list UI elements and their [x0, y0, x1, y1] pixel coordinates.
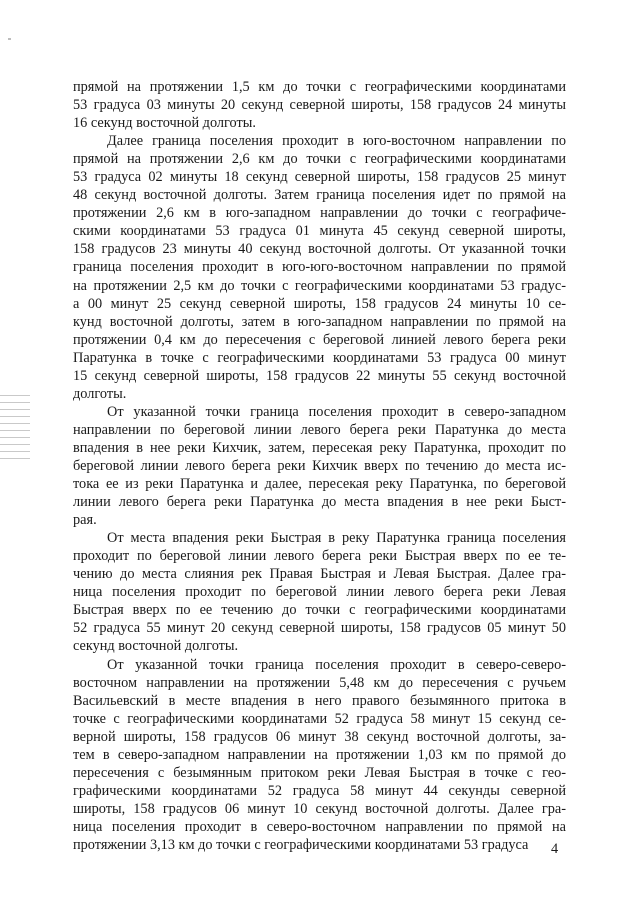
text-line: ница поселения проходит в северо-восточном направлении по прямой на [73, 818, 566, 835]
text-line: секунд восточной долготы. [73, 638, 239, 655]
text-line: на протяжении 2,5 км до точки с географическими координатами 53 градус- [73, 277, 566, 294]
paragraph [73, 656, 566, 855]
text-line: восточном направлении на протяжении 5,48 км до пересечения с ручьем [73, 674, 566, 691]
text-line: От указанной точки граница поселения проходит в северо-северо- [107, 656, 566, 673]
text-line: пересечения с безымянным притоком реки Левая Быстрая в точке с гео- [73, 764, 566, 781]
text-line: протяжении 0,4 км до пересечения с береговой линией левого берега реки [73, 331, 566, 348]
paragraph [73, 529, 566, 655]
text-line: графическими координатами 52 градуса 58 минут 44 секунды северной [73, 782, 566, 799]
text-line: Паратунка в точке с географическими координатами 53 градуса 00 минут [73, 349, 566, 366]
text-line: 16 секунд восточной долготы. [73, 115, 256, 132]
text-line: граница поселения проходит в юго-юго-восточном направлении по прямой [73, 259, 566, 276]
text-line: 158 градусов 23 минуты 40 секунд восточной долготы. От указанной точки [73, 241, 566, 258]
text-line: рая. [73, 512, 97, 529]
text-line: кунд восточной долготы, затем в юго-западном направлении по прямой на [73, 313, 566, 330]
paragraph [73, 403, 566, 529]
text-line: точке с географическими координатами 52 градуса 58 минут 15 секунд се- [73, 710, 566, 727]
text-line: береговой линии левого берега реки Кихчик вверх по течению до места ис- [73, 457, 566, 474]
text-line: протяжении 3,13 км до точки с географическими координатами 53 градуса [73, 836, 529, 853]
text-line: 15 секунд северной широты, 158 градусов 22 минуты 55 секунд восточной [73, 367, 566, 384]
text-line: 53 градуса 03 минуты 20 секунд северной широты, 158 градусов 24 минуты [73, 97, 566, 114]
text-line: долготы. [73, 385, 127, 402]
text-line: проходит по береговой линии левого берега реки Быстрая вверх по ее те- [73, 548, 566, 565]
text-line: прямой на протяжении 1,5 км до точки с географическими координатами [73, 79, 566, 95]
text-line: верной широты, 158 градусов 06 минут 38 секунд восточной долготы, за- [73, 728, 566, 745]
text-line: ница поселения проходит по береговой линии левого берега реки Левая [73, 584, 566, 601]
text-line: тока ее из реки Паратунка и далее, пересекая реку Паратунка, по береговой [73, 476, 566, 493]
text-line: прямой на протяжении 2,6 км до точки с географическими координатами [73, 151, 566, 168]
text-line: чению до места слияния рек Правая Быстрая и Левая Быстрая. Далее гра- [73, 566, 566, 583]
text-line: От указанной точки граница поселения проходит в северо-западном [107, 403, 566, 420]
scan-artifact-dot [8, 38, 11, 40]
scan-artifact-left-margin [0, 395, 30, 500]
text-line: Быстрая вверх по ее течению до точки с географическими координатами [73, 602, 566, 619]
text-line: От места впадения реки Быстрая в реку Паратунка граница поселения [107, 530, 566, 547]
text-line: Далее граница поселения проходит в юго-восточном направлении по [107, 133, 566, 150]
text-line: направлении по береговой линии левого берега реки Паратунка до места [73, 421, 566, 438]
body-text [73, 78, 566, 854]
text-line: линии левого берега реки Паратунка до места впадения в нее реки Быст- [73, 494, 566, 511]
text-line: а 00 минут 25 секунд северной широты, 158 градусов 24 минуты 10 се- [73, 295, 566, 312]
text-line: 53 градуса 02 минуты 18 секунд северной широты, 158 градусов 25 минут [73, 169, 566, 186]
text-line: широты, 158 градусов 06 минут 10 секунд восточной долготы. Далее гра- [73, 800, 566, 817]
text-line: 52 градуса 55 минут 20 секунд северной широты, 158 градусов 05 минут 50 [73, 620, 566, 637]
text-line: Васильевский в месте впадения в него правого безымянного притока в [73, 692, 566, 709]
page-number: 4 [551, 841, 559, 857]
text-line: впадения в нее реки Кихчик, затем, пересекая реку Паратунка, проходит по [73, 439, 566, 456]
text-line: 48 секунд восточной долготы. Затем граница поселения идет по прямой на [73, 187, 566, 204]
paragraph [73, 132, 566, 403]
paragraph [73, 78, 566, 132]
text-line: тем в северо-западном направлении на протяжении 1,03 км по прямой до [73, 746, 566, 763]
text-line: скими координатами 53 градуса 01 минута 45 секунд северной широты, [73, 223, 566, 240]
text-line: протяжении 2,6 км в юго-западном направлении до точки с географиче- [73, 205, 566, 222]
